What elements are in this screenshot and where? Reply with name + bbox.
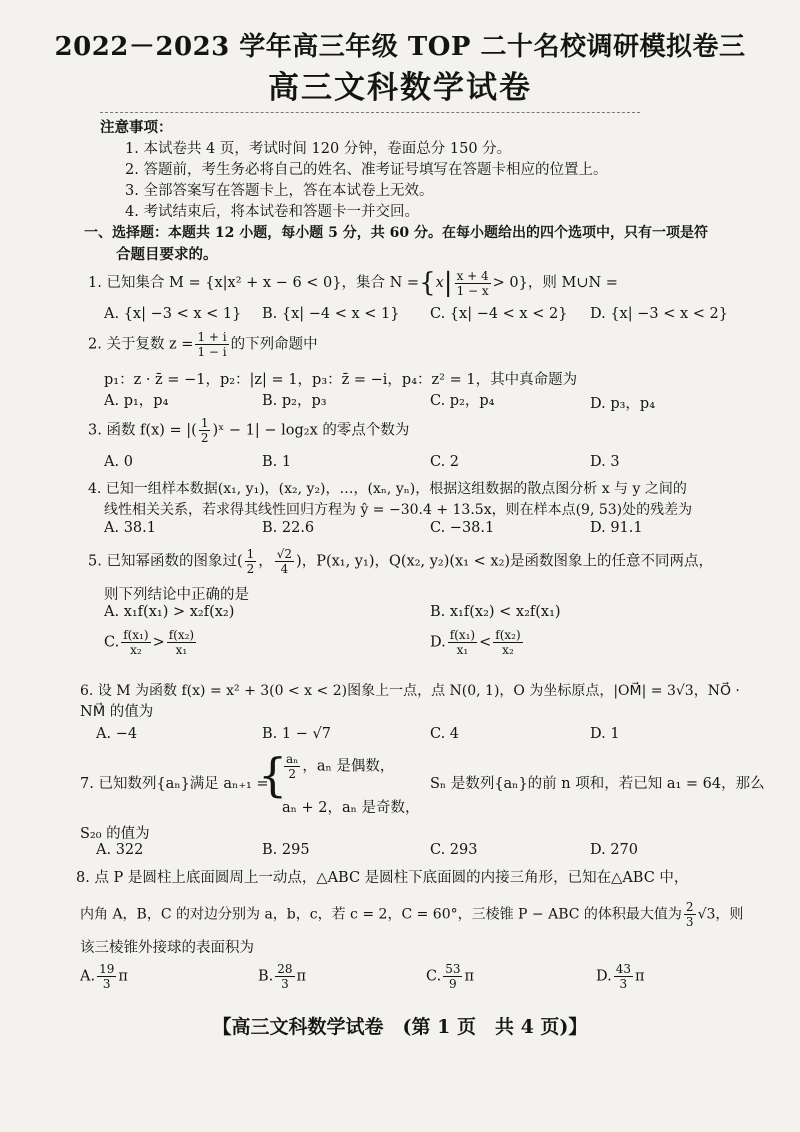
q3-option-d: D. 3	[590, 454, 620, 470]
q1-option-c: C. {x| −4 < x < 2}	[430, 306, 568, 322]
question-8-line3: 该三棱锥外接球的表面积为	[80, 940, 254, 956]
q8-option-d: D. $\frac{43}{3}$ π	[596, 962, 645, 991]
q7-option-b: B. 295	[262, 842, 310, 858]
q2-option-b: B. p₂，p₃	[262, 393, 327, 409]
q7-option-d: D. 270	[590, 842, 639, 858]
brace-icon: {	[419, 268, 436, 298]
notice-item: 2. 答题前，考生务必将自己的姓名、准考证号填写在答题卡相应的位置上。	[125, 162, 608, 178]
q4-option-c: C. −38.1	[430, 520, 495, 536]
q7-case-odd: aₙ + 2，aₙ 是奇数，	[282, 800, 420, 816]
q7-option-c: C. 293	[430, 842, 478, 858]
question-7-cont: Sₙ 是数列{aₙ}的前 n 项和，若已知 a₁ = 64，那么	[430, 776, 765, 792]
q5-option-c: C. $\frac{\text{f(x₁)}}{\text{x₂}}$ > $\frac{\text{f(x₂)}}{\text{x₁}}$	[104, 628, 195, 657]
question-1: 1. 已知集合 M = {x|x² + x − 6 < 0}，集合 N ={x| $\frac{x + 4}{1 - x}$ > 0}，则 M∪N =	[88, 268, 618, 298]
notice-item: 4. 考试结束后，将本试卷和答题卡一并交回。	[125, 204, 419, 220]
q1-stem-b: > 0}，则 M∪N =	[492, 275, 618, 291]
q7-option-a: A. 322	[96, 842, 144, 858]
q1-stem-a: 1. 已知集合 M = {x|x² + x − 6 < 0}，集合 N =	[88, 275, 420, 291]
q4-option-b: B. 22.6	[262, 520, 315, 536]
q1-option-b: B. {x| −4 < x < 1}	[262, 306, 400, 322]
question-6-cont: NM⃗ 的值为	[80, 704, 154, 720]
q2-option-d: D. p₃，p₄	[590, 396, 656, 412]
question-5: 5. 已知幂函数的图象过( $\frac{1}{2}$ ， $\frac{√2}{4}$ )，P(x₁, y₁)，Q(x₂, y₂)(x₁ < x₂)是函数图象上的任意不同两点，	[88, 547, 714, 576]
q2-fraction: $\frac{1 + i}{1 - i}$	[197, 330, 227, 359]
question-7-line2: S₂₀ 的值为	[80, 826, 150, 842]
notice-heading: 注意事项：	[100, 119, 173, 136]
q6-option-c: C. 4	[430, 726, 460, 742]
divider	[100, 112, 640, 113]
question-4: 4. 已知一组样本数据(x₁, y₁)，(x₂, y₂)，…，(xₙ, yₙ)，根据这组数据的散点图分析 x 与 y 之间的	[88, 481, 687, 497]
notice-item: 3. 全部答案写在答题卡上，答在本试卷上无效。	[125, 183, 434, 199]
q4-option-d: D. 91.1	[590, 520, 643, 536]
q5-option-b: B. x₁f(x₂) < x₂f(x₁)	[430, 604, 561, 620]
bar-icon: |	[443, 268, 453, 298]
q2-propositions: p₁：z · z̄ = −1，p₂：|z| = 1，p₃：z̄ = −i，p₄：z² = 1，其中真命题为	[104, 372, 578, 388]
q6-option-d: D. 1	[590, 726, 620, 742]
question-7-stem: 7. 已知数列{aₙ}满足 aₙ₊₁ =	[80, 776, 269, 792]
q8-option-b: B. $\frac{28}{3}$ π	[258, 962, 307, 991]
question-6: 6. 设 M 为函数 f(x) = x² + 3(0 < x < 2)图象上一点，点 N(0, 1)，O 为坐标原点，|OM⃗| = 3√3，NO⃗ ·	[80, 683, 740, 699]
q1-option-a: A. {x| −3 < x < 1}	[104, 306, 242, 322]
q3-option-c: C. 2	[430, 454, 460, 470]
question-2: 2. 关于复数 z = $\frac{1 + i}{1 - i}$ 的下列命题中	[88, 330, 318, 359]
q8-option-c: C. $\frac{53}{9}$ π	[426, 962, 474, 991]
q8-option-a: A. $\frac{19}{3}$ π	[80, 962, 128, 991]
question-3: 3. 函数 f(x) = |( $\frac{1}{2}$ )ˣ − 1| − log₂x 的零点个数为	[88, 416, 410, 445]
q6-option-a: A. −4	[96, 726, 138, 742]
question-8-line2: 内角 A，B，C 的对边分别为 a，b，c，若 c = 2，C = 60°，三棱锥 P − ABC 的体积最大值为 $\frac{2}{3}$ √3，则	[80, 900, 744, 929]
q3-fraction: $\frac{1}{2}$	[200, 416, 209, 445]
q3-option-b: B. 1	[262, 454, 292, 470]
notice-item: 1. 本试卷共 4 页，考试时间 120 分钟，卷面总分 150 分。	[125, 141, 512, 157]
q2-option-a: A. p₁，p₄	[104, 393, 169, 409]
q5-option-a: A. x₁f(x₁) > x₂f(x₂)	[104, 604, 235, 620]
q5-fraction-2: $\frac{√2}{4}$	[276, 547, 293, 576]
exam-subtitle: 高三文科数学试卷	[268, 70, 532, 106]
q1-fraction: $\frac{x + 4}{1 - x}$	[456, 268, 489, 298]
q4-option-a: A. 38.1	[104, 520, 156, 536]
q7-case-even: $\frac{\text{aₙ}}{2}$ ，aₙ 是偶数，	[286, 752, 395, 781]
section-heading: 一、选择题：本题共 12 小题，每小题 5 分，共 60 分。在每小题给出的四个选项中，只有一项是符	[84, 225, 708, 241]
brace-icon: {	[258, 748, 288, 802]
question-8: 8. 点 P 是圆柱上底面圆周上一动点，△ABC 是圆柱下底面圆的内接三角形，已知在△ABC 中，	[76, 870, 689, 886]
exam-title: 2022－2023 学年高三年级 TOP 二十名校调研模拟卷三	[54, 32, 746, 62]
q6-option-b: B. 1 − √7	[262, 726, 331, 742]
q2-option-c: C. p₂，p₄	[430, 393, 495, 409]
q3-option-a: A. 0	[104, 454, 133, 470]
q5-fraction-1: $\frac{1}{2}$	[246, 547, 255, 576]
page-footer: 【高三文科数学试卷 (第 1 页 共 4 页)】	[212, 1016, 588, 1038]
section-heading-cont: 合题目要求的。	[116, 246, 218, 263]
question-5-cont: 则下列结论中正确的是	[104, 587, 249, 603]
question-4-cont: 线性相关关系，若求得其线性回归方程为 ŷ = −30.4 + 13.5x，则在样本点(9, 53)处的残差为	[104, 502, 693, 518]
q1-option-d: D. {x| −3 < x < 2}	[590, 306, 728, 322]
q5-option-d: D. $\frac{\text{f(x₁)}}{\text{x₁}}$ < $\frac{\text{f(x₂)}}{\text{x₂}}$	[430, 628, 521, 657]
